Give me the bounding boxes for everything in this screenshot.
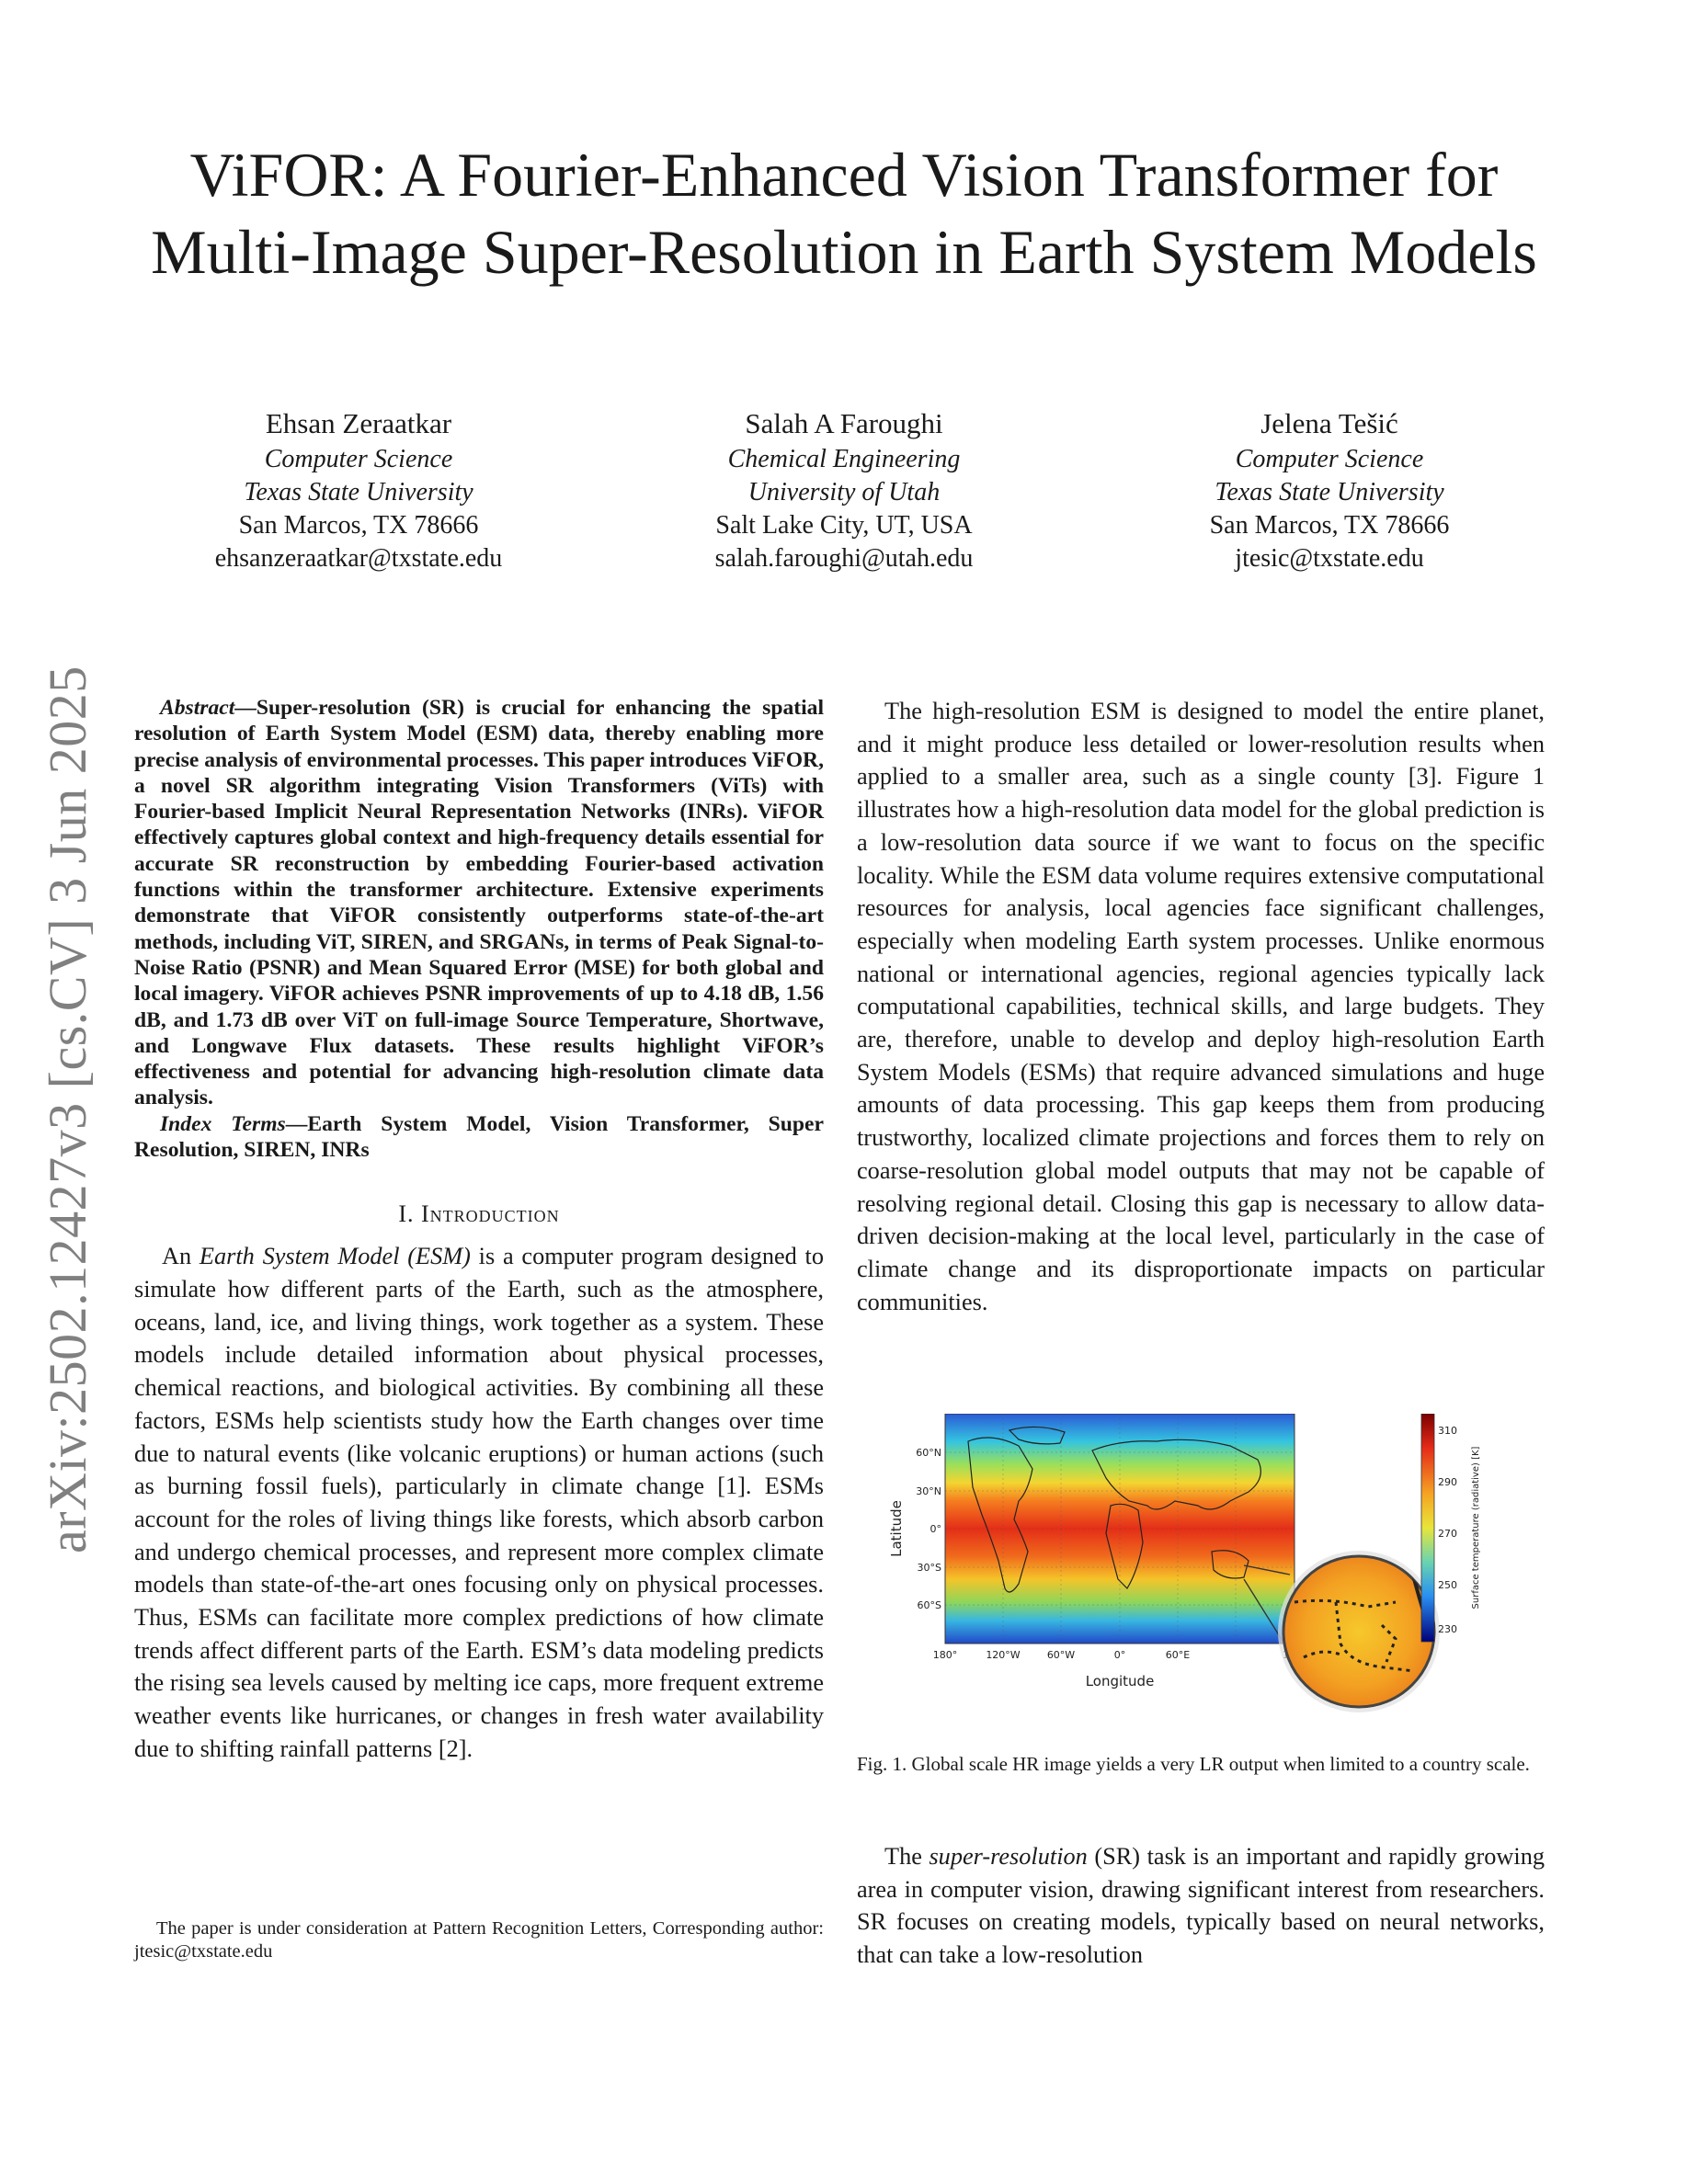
lat-tick-label: 60°N [916,1447,941,1459]
index-terms-lead: Index Terms [160,1111,286,1136]
author-name: Salah A Faroughi [745,407,943,439]
author-affiliation: Texas State University [244,478,473,506]
author-email[interactable]: jtesic@txstate.edu [1235,544,1424,573]
index-terms-text: —Earth System Model, Vision Transformer, Super Resolution, SIREN, INRs [134,1111,824,1163]
author-location: San Marcos, TX 78666 [238,511,479,540]
right-paragraph-2 [857,1840,1545,1972]
colorbar [1421,1414,1434,1642]
author-dept: Chemical Engineering [727,445,961,473]
intro-text-post: is a computer program designed to simulate how different parts of the Earth, such as the atmosphere, oceans, land, ice, and living things, work together as a system. These models include detailed information about physical processes, chemical reactions, and biological activities. By combining all these factors, ESMs help scientists study how the Earth changes over time due to natural events (like volcanic eruptions) or human actions (such as burning fossil fuels), particularly in climate change [1]. ESMs account for the roles of living things like forests, which absorb carbon and undergo chemical processes, and represent more complex climate models than state-of-the-art ones focusing only on physical processes. Thus, ESMs can facilitate more complex predictions of how climate trends affect different parts of the Earth. ESM’s data modeling predicts the rising sea levels caused by melting ice caps, more frequent extreme weather events like hurricanes, or changes in fresh water availability due to shifting rainfall patterns [2]. [134,1243,824,1762]
arxiv-identifier-stamp: arXiv:2502.12427v3 [cs.CV] 3 Jun 2025 [38,665,97,1553]
intro-text-pre: An [162,1243,200,1270]
footnote: The paper is under consideration at Pattern Recognition Letters, Corresponding author: jtesic@txstate.edu [134,1918,824,1962]
lon-tick-label: 0° [1113,1649,1126,1661]
abstract-lead: Abstract [160,696,235,720]
abstract-text: —Super-resolution (SR) is crucial for enhancing the spatial resolution of Earth System Model (ESM) data, thereby enabling more precise analysis of environmental processes. This paper introduces ViFOR, a novel SR algorithm integrating Vision Transformers (ViTs) with Fourier-based Implicit Neural Representation Networks (INRs). ViFOR effectively captures global context and high-frequency details essential for accurate SR reconstruction by embedding Fourier-based activation functions within the transformer architecture. Extensive experiments demonstrate that ViFOR consistently outperforms state-of-the-art methods, including ViT, SIREN, and SRGANs, in terms of Peak Signal-to-Noise Ratio (PSNR) and Mean Squared Error (MSE) for both global and local imagery. ViFOR achieves PSNR improvements of up to 4.18 dB, 1.56 dB, and 1.73 dB over ViT on full-image Source Temperature, Shortwave, and Longwave Flux datasets. These results highlight ViFOR’s effectiveness and potential for advancing high-resolution climate data analysis. [134,696,824,1110]
lon-tick-label: 180° [932,1649,958,1661]
lon-tick-label: 60°E [1165,1649,1191,1661]
author-email[interactable]: ehsanzeraatkar@txstate.edu [214,544,503,573]
abstract [134,695,824,1111]
author-name: Ehsan Zeraatkar [265,407,452,439]
colorbar-tick-label: 290 [1438,1476,1457,1488]
colorbar-tick-label: 310 [1438,1425,1457,1437]
index-terms [134,1111,824,1164]
figure-1-temperature-map [881,1414,1524,1719]
right-column-bottom [857,1840,1545,1972]
left-column [134,695,824,1766]
intro-paragraph [134,1240,824,1765]
sr-text-em: super-resolution [929,1843,1088,1870]
author-2 [623,404,1065,575]
lat-tick-label: 0° [930,1523,941,1535]
author-affiliation: University of Utah [747,478,941,506]
lon-tick-label: 60°W [1046,1649,1076,1661]
author-dept: Computer Science [1235,445,1424,473]
colorbar-label: Surface temperature (radiative) [K] [1471,1446,1481,1610]
intro-text-em: Earth System Model (ESM) [199,1243,471,1270]
right-column [857,695,1545,1318]
lat-tick-label: 30°S [917,1562,941,1574]
author-location: Salt Lake City, UT, USA [715,511,973,540]
author-3 [1109,404,1550,575]
sr-text-pre: The [884,1843,930,1870]
author-email[interactable]: salah.faroughi@utah.edu [714,544,974,573]
author-block [138,404,1550,575]
lat-tick-label: 60°S [917,1599,941,1611]
lat-tick-label: 30°N [916,1485,941,1497]
right-paragraph-1: The high-resolution ESM is designed to model the entire planet, and it might produce less detailed or lower-resolution results when applied to a smaller area, such as a single county [3]. Figure 1 illustrates how a high-resolution data model for the global prediction is a low-resolution data source if we want to focus on the specific locality. While the ESM data volume requires extensive computational resources for analysis, local agencies face significant challenges, especially when modeling Earth system processes. Unlike enormous national or international agencies, regional agencies typically lack computational capabilities, technical skills, and large budgets. They are, therefore, unable to develop and deploy high-resolution Earth System Models (ESMs) that require advanced simulations and huge amounts of data processing. This gap keeps them from producing trustworthy, localized climate projections and forces them to rely on coarse-resolution global model outputs that may not be capable of resolving regional detail. Closing this gap is necessary to allow data-driven decision-making at the local level, particularly in the case of climate change and its disproportionate impacts on particular communities. [857,698,1545,1315]
author-affiliation: Texas State University [1215,478,1444,506]
author-dept: Computer Science [264,445,453,473]
figure-1-caption: Fig. 1. Global scale HR image yields a very LR output when limited to a country scale. [857,1753,1530,1775]
colorbar-tick-label: 250 [1438,1579,1457,1591]
sr-text-post: (SR) task is an important and rapidly growing area in computer vision, drawing significant interest from researchers. SR focuses on creating models, typically based on neural networks, that can take a low-resolution [857,1843,1545,1969]
author-location: San Marcos, TX 78666 [1209,511,1450,540]
author-name: Jelena Tešić [1260,407,1398,439]
x-axis-label: Longitude [1085,1673,1155,1689]
zoom-inset [1278,1551,1442,1712]
colorbar-tick-label: 230 [1438,1623,1457,1635]
y-axis-label: Latitude [888,1500,905,1557]
lon-tick-label: 120°W [986,1649,1021,1661]
author-1 [138,404,579,575]
colorbar-tick-label: 270 [1438,1528,1457,1540]
section-heading-introduction: I. Introduction [398,1200,560,1228]
paper-title: ViFOR: A Fourier-Enhanced Vision Transformer for Multi-Image Super-Resolution in Earth System Models [151,140,1537,287]
